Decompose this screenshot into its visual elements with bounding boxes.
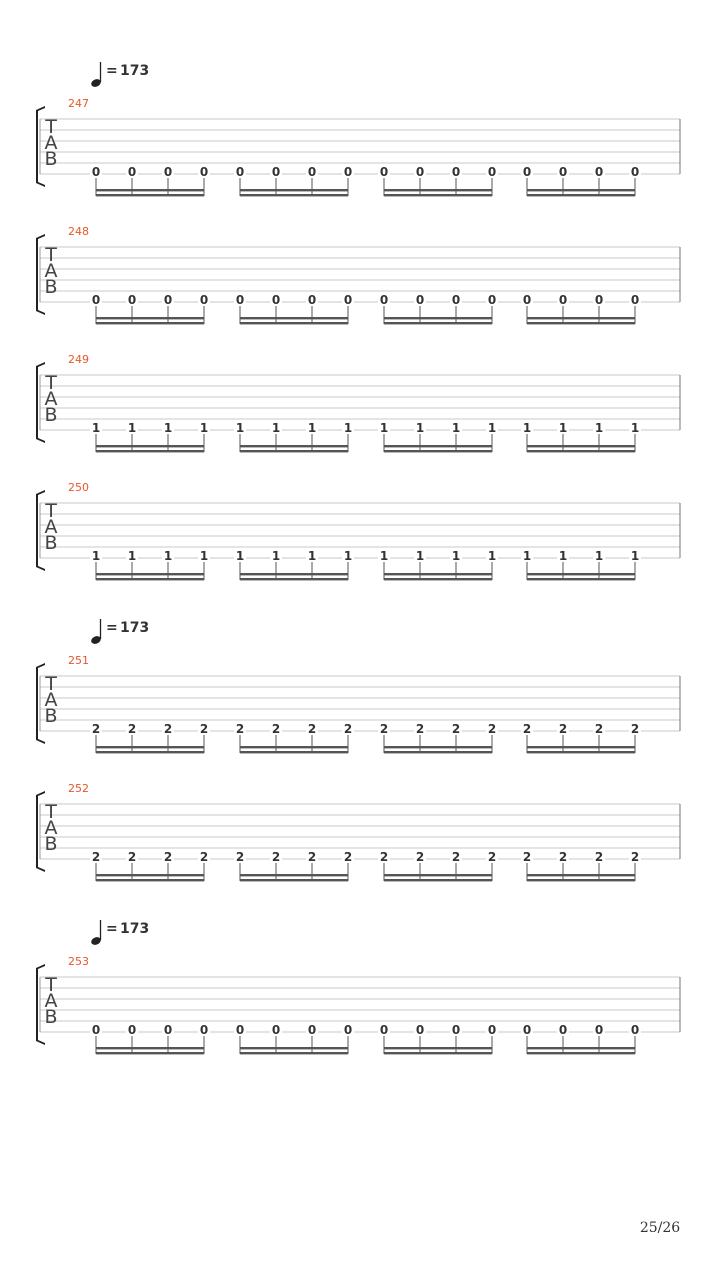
fret-number: 1 [558,421,568,435]
tab-clef-letter: B [44,532,58,554]
fret-number: 0 [235,1023,245,1037]
tab-clef-letter: T [45,673,57,695]
staff-system [36,353,680,452]
tab-clef-letter: B [44,148,58,170]
beam [527,194,635,196]
beam [96,445,204,447]
beam [384,189,492,191]
tempo-marking [90,62,149,88]
beam [527,317,635,319]
beam [96,746,204,748]
fret-number: 1 [630,421,640,435]
fret-number: 2 [594,850,604,864]
fret-number: 0 [415,1023,425,1037]
fret-number: 0 [487,165,497,179]
beam [240,874,348,876]
fret-number: 2 [594,722,604,736]
fret-number: 2 [91,722,101,736]
tempo-value: 173 [120,620,150,636]
tab-clef-letter: A [44,990,58,1012]
fret-number: 0 [307,165,317,179]
fret-number: 0 [487,1023,497,1037]
fret-number: 1 [199,549,209,563]
tab-clef-letter: B [44,705,58,727]
beam [527,322,635,324]
staff-system [36,782,680,881]
fret-number: 0 [127,165,137,179]
fret-number: 2 [451,722,461,736]
fret-number: 2 [558,850,568,864]
beam [96,450,204,452]
fret-number: 0 [343,293,353,307]
tab-clef-letter: A [44,388,58,410]
beam [96,874,204,876]
fret-number: 2 [522,850,532,864]
tab-clef-letter: A [44,132,58,154]
fret-number: 1 [163,421,173,435]
beam [240,445,348,447]
beam [240,751,348,753]
measure-number: 249 [68,353,89,366]
beam [96,317,204,319]
fret-number: 2 [271,850,281,864]
measure-number: 253 [68,955,89,968]
fret-number: 0 [630,165,640,179]
fret-number: 1 [558,549,568,563]
fret-number: 0 [379,1023,389,1037]
staff-system [36,62,680,196]
fret-number: 1 [343,421,353,435]
tab-clef-letter: B [44,1006,58,1028]
beam [384,751,492,753]
fret-number: 2 [235,722,245,736]
beam [96,1047,204,1049]
tab-clef-letter: A [44,516,58,538]
beam [240,322,348,324]
fret-number: 0 [379,293,389,307]
fret-number: 1 [522,421,532,435]
fret-number: 1 [235,549,245,563]
fret-number: 0 [451,293,461,307]
measure-number: 252 [68,782,89,795]
beam [96,751,204,753]
beam [96,578,204,580]
fret-number: 0 [127,1023,137,1037]
beam [384,194,492,196]
beam [527,445,635,447]
fret-number: 0 [487,293,497,307]
fret-number: 2 [379,850,389,864]
fret-number: 2 [163,722,173,736]
fret-number: 2 [199,722,209,736]
beam [384,573,492,575]
tempo-equals: = [106,63,118,79]
beam [527,879,635,881]
fret-number: 1 [451,549,461,563]
beam [527,578,635,580]
beam [384,746,492,748]
fret-number: 1 [594,421,604,435]
fret-number: 0 [271,1023,281,1037]
tab-clef-letter: T [45,974,57,996]
fret-number: 0 [594,1023,604,1037]
measure-number: 250 [68,481,89,494]
beam [96,879,204,881]
beam [384,874,492,876]
fret-number: 1 [379,421,389,435]
fret-number: 0 [522,165,532,179]
fret-number: 1 [127,549,137,563]
beam [527,450,635,452]
beam [527,874,635,876]
fret-number: 1 [91,421,101,435]
fret-number: 0 [307,1023,317,1037]
fret-number: 2 [343,850,353,864]
beam [384,322,492,324]
fret-number: 1 [522,549,532,563]
fret-number: 2 [415,722,425,736]
tab-clef-letter: B [44,404,58,426]
fret-number: 0 [630,1023,640,1037]
fret-number: 2 [522,722,532,736]
beam [527,746,635,748]
fret-number: 0 [451,1023,461,1037]
fret-number: 1 [271,421,281,435]
beam [96,573,204,575]
tab-clef-letter: A [44,689,58,711]
tab-clef-letter: B [44,833,58,855]
fret-number: 0 [163,293,173,307]
measure-number: 251 [68,654,89,667]
beam [240,450,348,452]
fret-number: 1 [630,549,640,563]
beam [384,1047,492,1049]
fret-number: 2 [558,722,568,736]
fret-number: 1 [307,549,317,563]
tempo-value: 173 [120,63,150,79]
fret-number: 0 [415,165,425,179]
fret-number: 1 [271,549,281,563]
fret-number: 2 [451,850,461,864]
fret-number: 1 [235,421,245,435]
tab-clef-letter: A [44,817,58,839]
beam [96,1052,204,1054]
fret-number: 0 [343,165,353,179]
fret-number: 0 [594,165,604,179]
fret-number: 0 [199,165,209,179]
tab-clef-letter: T [45,372,57,394]
beam [240,1047,348,1049]
fret-number: 0 [271,293,281,307]
fret-number: 0 [343,1023,353,1037]
staff-system [36,920,680,1054]
fret-number: 2 [127,722,137,736]
tab-clef-letter: T [45,116,57,138]
beam [96,322,204,324]
tempo-marking [90,920,149,946]
fret-number: 0 [235,293,245,307]
beam [384,317,492,319]
beam [240,578,348,580]
fret-number: 2 [199,850,209,864]
fret-number: 0 [558,293,568,307]
beam [240,573,348,575]
fret-number: 0 [594,293,604,307]
staff-system [36,619,680,753]
beam [240,746,348,748]
fret-number: 1 [307,421,317,435]
beam [240,189,348,191]
fret-number: 1 [163,549,173,563]
fret-number: 1 [199,421,209,435]
tempo-equals: = [106,620,118,636]
fret-number: 2 [307,850,317,864]
tab-clef-letter: T [45,500,57,522]
measure-number: 248 [68,225,89,238]
beam [96,194,204,196]
beam [240,1052,348,1054]
fret-number: 2 [127,850,137,864]
fret-number: 1 [91,549,101,563]
fret-number: 0 [235,165,245,179]
fret-number: 1 [415,549,425,563]
fret-number: 1 [451,421,461,435]
beam [527,1052,635,1054]
fret-number: 0 [522,1023,532,1037]
beam [240,879,348,881]
beam [384,450,492,452]
beam [240,317,348,319]
fret-number: 0 [163,1023,173,1037]
fret-number: 2 [163,850,173,864]
fret-number: 0 [522,293,532,307]
tab-clef-letter: T [45,801,57,823]
fret-number: 0 [163,165,173,179]
page-number: 25/26 [639,1220,681,1236]
tab-clef-letter: A [44,260,58,282]
fret-number: 0 [199,293,209,307]
fret-number: 0 [91,165,101,179]
beam [384,1052,492,1054]
fret-number: 2 [487,850,497,864]
fret-number: 0 [91,1023,101,1037]
fret-number: 0 [271,165,281,179]
beam [240,194,348,196]
fret-number: 2 [91,850,101,864]
fret-number: 2 [415,850,425,864]
fret-number: 2 [379,722,389,736]
fret-number: 0 [558,165,568,179]
fret-number: 2 [271,722,281,736]
staff-system [36,225,680,324]
fret-number: 2 [343,722,353,736]
tempo-value: 173 [120,921,150,937]
beam [384,445,492,447]
fret-number: 2 [487,722,497,736]
beam [527,189,635,191]
fret-number: 1 [487,421,497,435]
fret-number: 1 [127,421,137,435]
fret-number: 1 [343,549,353,563]
fret-number: 1 [415,421,425,435]
beam [527,573,635,575]
fret-number: 0 [558,1023,568,1037]
fret-number: 0 [630,293,640,307]
fret-number: 2 [630,850,640,864]
tempo-marking [90,619,149,645]
beam [527,1047,635,1049]
fret-number: 2 [307,722,317,736]
beam [384,879,492,881]
staff-system [36,481,680,580]
fret-number: 0 [199,1023,209,1037]
fret-number: 0 [127,293,137,307]
tempo-equals: = [106,921,118,937]
fret-number: 0 [91,293,101,307]
fret-number: 1 [487,549,497,563]
fret-number: 1 [594,549,604,563]
beam [384,578,492,580]
tab-clef-letter: B [44,276,58,298]
fret-number: 2 [235,850,245,864]
fret-number: 2 [630,722,640,736]
beam [96,189,204,191]
fret-number: 0 [379,165,389,179]
tab-clef-letter: T [45,244,57,266]
beam [527,751,635,753]
fret-number: 0 [415,293,425,307]
measure-number: 247 [68,97,89,110]
fret-number: 1 [379,549,389,563]
fret-number: 0 [307,293,317,307]
fret-number: 0 [451,165,461,179]
